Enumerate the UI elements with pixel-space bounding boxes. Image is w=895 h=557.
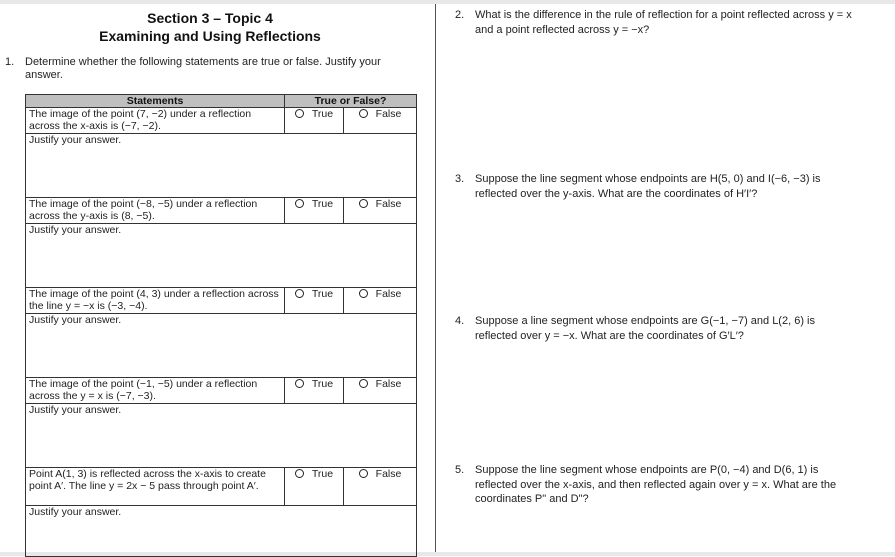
radio-circle-icon[interactable]: [359, 469, 368, 478]
true-option[interactable]: True: [285, 108, 344, 134]
statements-table: [25, 94, 417, 557]
left-column: [0, 0, 435, 556]
question-text: Suppose a line segment whose endpoints are G(−1, −7) and L(2, 6) is reflected over y = −x. What are the coordinates of G′L′?: [475, 315, 815, 342]
question-number: 4.: [455, 315, 465, 327]
false-option[interactable]: False: [344, 378, 417, 404]
true-option[interactable]: True: [285, 288, 344, 314]
question-text: Determine whether the following statements are true or false. Justify your answer.: [25, 56, 381, 81]
justify-row: [26, 314, 417, 378]
table-row: [26, 378, 417, 404]
radio-circle-icon[interactable]: [359, 109, 368, 118]
statement-cell: Point A(1, 3) is reflected across the x-axis to create point A′. The line y = 2x − 5 pass through point A′.: [26, 468, 285, 506]
statement-cell: The image of the point (4, 3) under a reflection across the line y = −x is (−3, −4).: [26, 288, 285, 314]
table-header-row: [26, 95, 417, 108]
column-divider: [435, 4, 436, 552]
radio-circle-icon[interactable]: [295, 469, 304, 478]
radio-circle-icon[interactable]: [359, 379, 368, 388]
header-true-false: True or False?: [285, 95, 417, 108]
radio-circle-icon[interactable]: [295, 109, 304, 118]
statement-cell: The image of the point (−1, −5) under a reflection across the y = x is (−7, −3).: [26, 378, 285, 404]
radio-circle-icon[interactable]: [295, 199, 304, 208]
radio-circle-icon[interactable]: [359, 199, 368, 208]
false-option[interactable]: False: [344, 468, 417, 506]
question-number: 1.: [5, 56, 15, 68]
justify-row: [26, 506, 417, 557]
false-option[interactable]: False: [344, 288, 417, 314]
justify-answer-area[interactable]: [26, 404, 417, 468]
justify-label: Justify your answer.: [29, 134, 122, 146]
justify-answer-area[interactable]: [26, 224, 417, 288]
justify-answer-area[interactable]: [26, 134, 417, 198]
justify-row: [26, 134, 417, 198]
radio-circle-icon[interactable]: [295, 289, 304, 298]
question-text: What is the difference in the rule of reflection for a point reflected across y = x and a point reflected across y = −x?: [475, 9, 852, 36]
question-number: 2.: [455, 9, 465, 21]
question-number: 5.: [455, 464, 465, 476]
justify-label: Justify your answer.: [29, 404, 122, 416]
justify-answer-area[interactable]: [26, 506, 417, 557]
justify-answer-area[interactable]: [26, 314, 417, 378]
false-option[interactable]: False: [344, 108, 417, 134]
true-option[interactable]: True: [285, 378, 344, 404]
statement-cell: The image of the point (−8, −5) under a reflection across the y-axis is (8, −5).: [26, 198, 285, 224]
header-statements: Statements: [26, 95, 285, 108]
justify-row: [26, 224, 417, 288]
justify-row: [26, 404, 417, 468]
false-option[interactable]: False: [344, 198, 417, 224]
table-row: [26, 288, 417, 314]
question-text: Suppose the line segment whose endpoints are H(5, 0) and I(−6, −3) is reflected over the y-axis. What are the coordinates of H′I′?: [475, 173, 821, 200]
table-row: [26, 198, 417, 224]
question-text: Suppose the line segment whose endpoints are P(0, −4) and D(6, 1) is reflected over the x-axis, and then reflected again over y = x. What are the coordinates P" and D"?: [475, 464, 837, 505]
topic-title: Examining and Using Reflections: [99, 28, 321, 44]
section-title: Section 3 – Topic 4: [147, 10, 273, 26]
statement-cell: The image of the point (7, −2) under a reflection across the x-axis is (−7, −2).: [26, 108, 285, 134]
radio-circle-icon[interactable]: [359, 289, 368, 298]
table-row: [26, 108, 417, 134]
true-option[interactable]: True: [285, 468, 344, 506]
justify-label: Justify your answer.: [29, 506, 122, 518]
true-option[interactable]: True: [285, 198, 344, 224]
table-row: [26, 468, 417, 506]
justify-label: Justify your answer.: [29, 224, 122, 236]
justify-label: Justify your answer.: [29, 314, 122, 326]
radio-circle-icon[interactable]: [295, 379, 304, 388]
question-number: 3.: [455, 173, 465, 185]
